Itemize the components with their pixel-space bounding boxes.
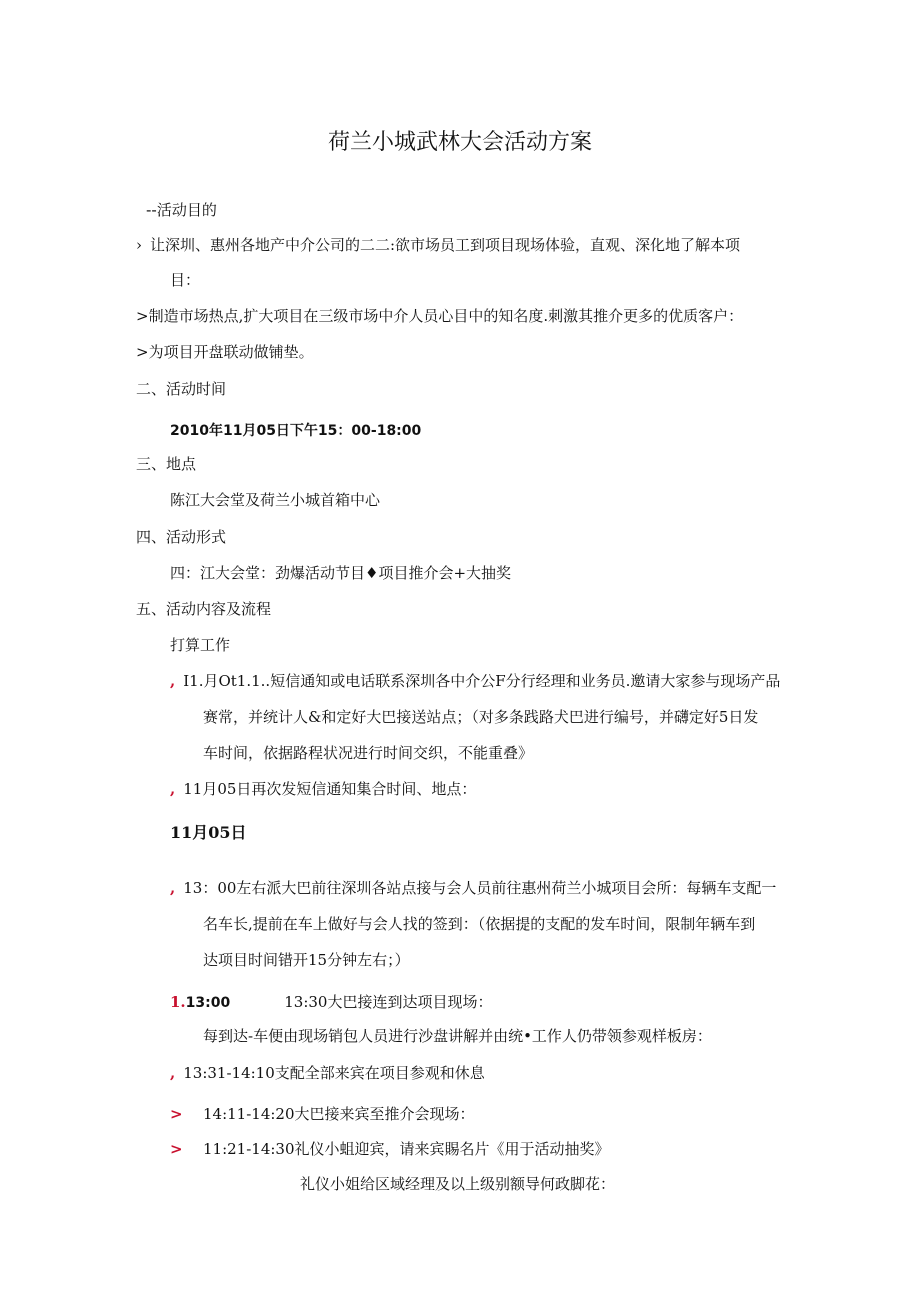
list-item: › 让深圳、惠州各地产中介公司的二二:欲市场员工到项目现场体验，直观、深化地了解本项 xyxy=(136,236,741,254)
bullet-marker: , xyxy=(170,879,176,897)
bullet-marker: > xyxy=(136,343,149,361)
bullet-marker: > xyxy=(170,1140,183,1158)
list-item-continuation: 名车长,提前在车上做好与会人找的签到：（依据提的支配的发车时间，限制年辆车到 xyxy=(203,915,756,933)
list-item: 1.13:00 13:30大巴接连到达项目现场： xyxy=(170,993,493,1011)
bullet-marker: 1. xyxy=(170,993,186,1011)
subsection-heading-preparation: 打算工作 xyxy=(170,636,231,654)
list-item: , 11月05日再次发短信通知集合时间、地点： xyxy=(170,780,477,798)
event-time: 2010年11月05日下午15：00-18:00 xyxy=(170,423,422,439)
list-item: , 13:31-14:10支配全部来宾在项目参观和休息 xyxy=(170,1064,485,1082)
list-item-continuation: 目： xyxy=(170,271,201,289)
list-item: , 13：00左右派大巴前往深圳各站点接与会人员前往惠州荷兰小城项目会所：每辆车支配一 xyxy=(170,879,777,897)
list-item: >制造市场热点,扩大项目在三级市场中介人员心目中的知名度.刺激其推介更多的优质客户： xyxy=(136,307,744,325)
bullet-marker: > xyxy=(136,307,149,325)
event-location: 陈江大会堂及荷兰小城首箱中心 xyxy=(170,491,381,509)
section-heading-format: 四、活动形式 xyxy=(136,528,227,546)
section-heading-location: 三、地点 xyxy=(136,455,197,473)
list-item-continuation: 赛常，并统计人&和定好大巴接送站点；（对多条践路犬巴进行编号，并礴定好5日发 xyxy=(203,708,759,726)
bullet-marker: , xyxy=(170,672,176,690)
list-item: > 11:21-14:30礼仪小蛆迎宾，请来宾賜名片《用于活动抽奖》 xyxy=(170,1140,610,1158)
section-heading-content: 五、活动内容及流程 xyxy=(136,600,272,618)
event-format: 四：江大会堂：劲爆活动节目♦项目推介会+大抽奖 xyxy=(170,564,512,582)
list-item-continuation: 达项目时间错开15分钟左右；） xyxy=(203,951,410,969)
bullet-marker: › xyxy=(136,236,142,254)
bullet-marker: > xyxy=(170,1105,183,1123)
list-item: , I1.月Ot1.1..短信通知或电话联系深圳各中介公F分行经理和业务员.邀请大家参与现场产品 xyxy=(170,672,781,690)
list-item: >为项目开盘联动做铺垫。 xyxy=(136,343,314,361)
list-item-continuation: 车时间，依据路程状况进行时间交织，不能重叠》 xyxy=(203,744,534,762)
section-heading-purpose: --活动目的 xyxy=(146,201,217,219)
bullet-marker: , xyxy=(170,780,176,798)
section-heading-time: 二、活动时间 xyxy=(136,380,227,398)
paragraph: 礼仪小姐给区域经理及以上级别额导何政脚花： xyxy=(300,1175,616,1193)
schedule-time: 13:00 xyxy=(185,995,231,1011)
document-title: 荷兰小城武林大会活动方案 xyxy=(327,130,592,155)
list-item-continuation: 每到达-车便由现场销包人员进行沙盘讲解并由统•工作人仍带领参观样板房： xyxy=(203,1027,712,1045)
bullet-marker: , xyxy=(170,1064,176,1082)
schedule-date: 11月05日 xyxy=(170,823,247,842)
list-item: > 14:11-14:20大巴接来宾至推介会现场： xyxy=(170,1105,475,1123)
